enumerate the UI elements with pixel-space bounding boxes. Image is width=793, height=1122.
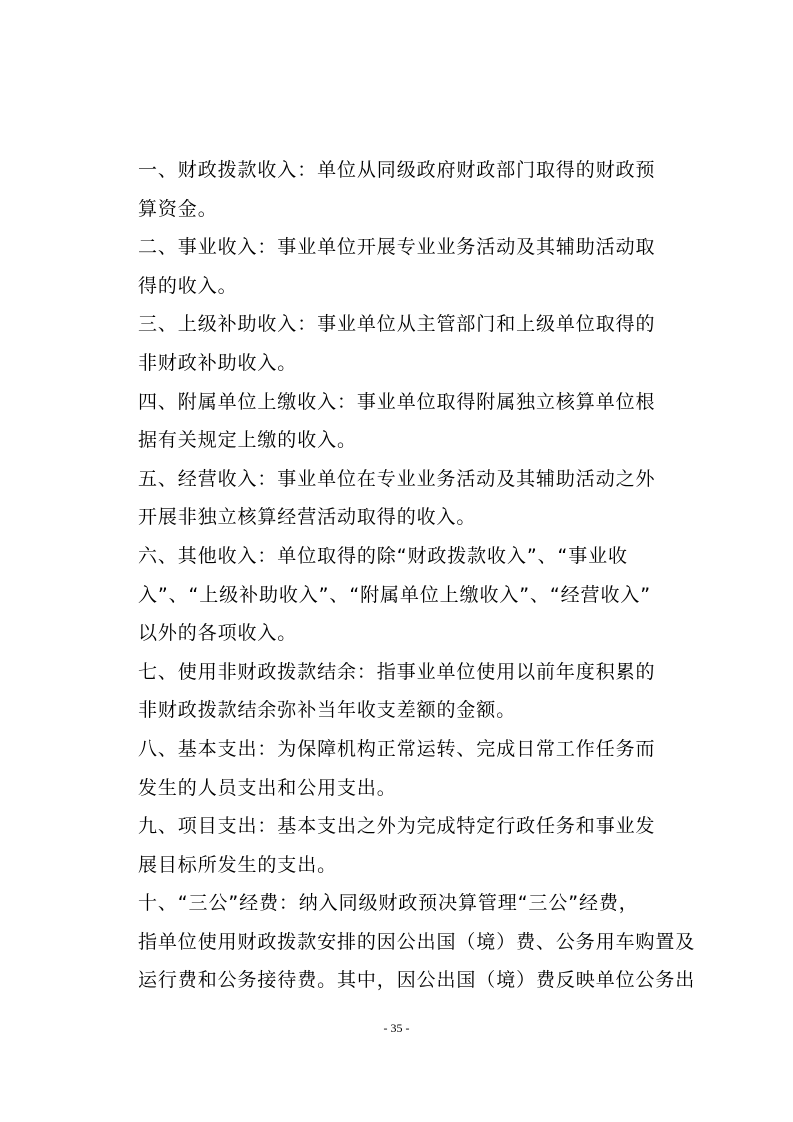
paragraph-line: 展目标所发生的支出。 (138, 853, 338, 876)
paragraph-line: 十、“三公”经费：纳入同级财政预决算管理“三公”经费， (138, 892, 639, 915)
paragraph-8 (100, 730, 700, 807)
paragraph-line: 发生的人员支出和公用支出。 (138, 776, 397, 799)
paragraph-line: 开展非独立核算经营活动取得的收入。 (138, 506, 477, 529)
paragraph-4 (100, 383, 700, 460)
paragraph-line: 算资金。 (138, 197, 218, 220)
paragraph-9 (100, 807, 700, 884)
paragraph-line: 指单位使用财政拨款安排的因公出国（境）费、公务用车购置及 (138, 930, 696, 953)
paragraph-line: 三、上级补助收入：事业单位从主管部门和上级单位取得的 (138, 313, 656, 336)
paragraph-3 (100, 305, 700, 382)
paragraph-line: 入”、“上级补助收入”、“附属单位上缴收入”、“经营收入” (138, 583, 652, 606)
paragraph-line: 五、经营收入：事业单位在专业业务活动及其辅助活动之外 (138, 467, 656, 490)
paragraph-2 (100, 228, 700, 305)
paragraph-line: 非财政拨款结余弥补当年收支差额的金额。 (138, 699, 517, 722)
paragraph-line: 非财政补助收入。 (138, 351, 298, 374)
document-body (100, 151, 700, 1000)
page-number: - 35 - (383, 1021, 410, 1035)
paragraph-line: 运行费和公务接待费。其中，因公出国（境）费反映单位公务出 (138, 969, 696, 992)
paragraph-10 (100, 884, 700, 1000)
paragraph-7 (100, 653, 700, 730)
paragraph-line: 据有关规定上缴的收入。 (138, 429, 357, 452)
paragraph-line: 得的收入。 (138, 274, 238, 297)
paragraph-line: 一、财政拨款收入：单位从同级政府财政部门取得的财政预 (138, 159, 656, 181)
paragraph-5 (100, 460, 700, 537)
paragraph-line: 二、事业收入：事业单位开展专业业务活动及其辅助活动取 (138, 236, 656, 259)
paragraph-line: 八、基本支出：为保障机构正常运转、完成日常工作任务而 (138, 737, 656, 760)
paragraph-line: 七、使用非财政拨款结余：指事业单位使用以前年度积累的 (138, 660, 656, 683)
paragraph-line: 以外的各项收入。 (138, 622, 298, 645)
paragraph-6 (100, 537, 700, 653)
paragraph-line: 四、附属单位上缴收入：事业单位取得附属独立核算单位根 (138, 390, 656, 413)
paragraph-line: 六、其他收入：单位取得的除“财政拨款收入”、“事业收 (138, 544, 628, 567)
paragraph-line: 九、项目支出：基本支出之外为完成特定行政任务和事业发 (138, 815, 656, 838)
paragraph-1 (100, 151, 700, 228)
